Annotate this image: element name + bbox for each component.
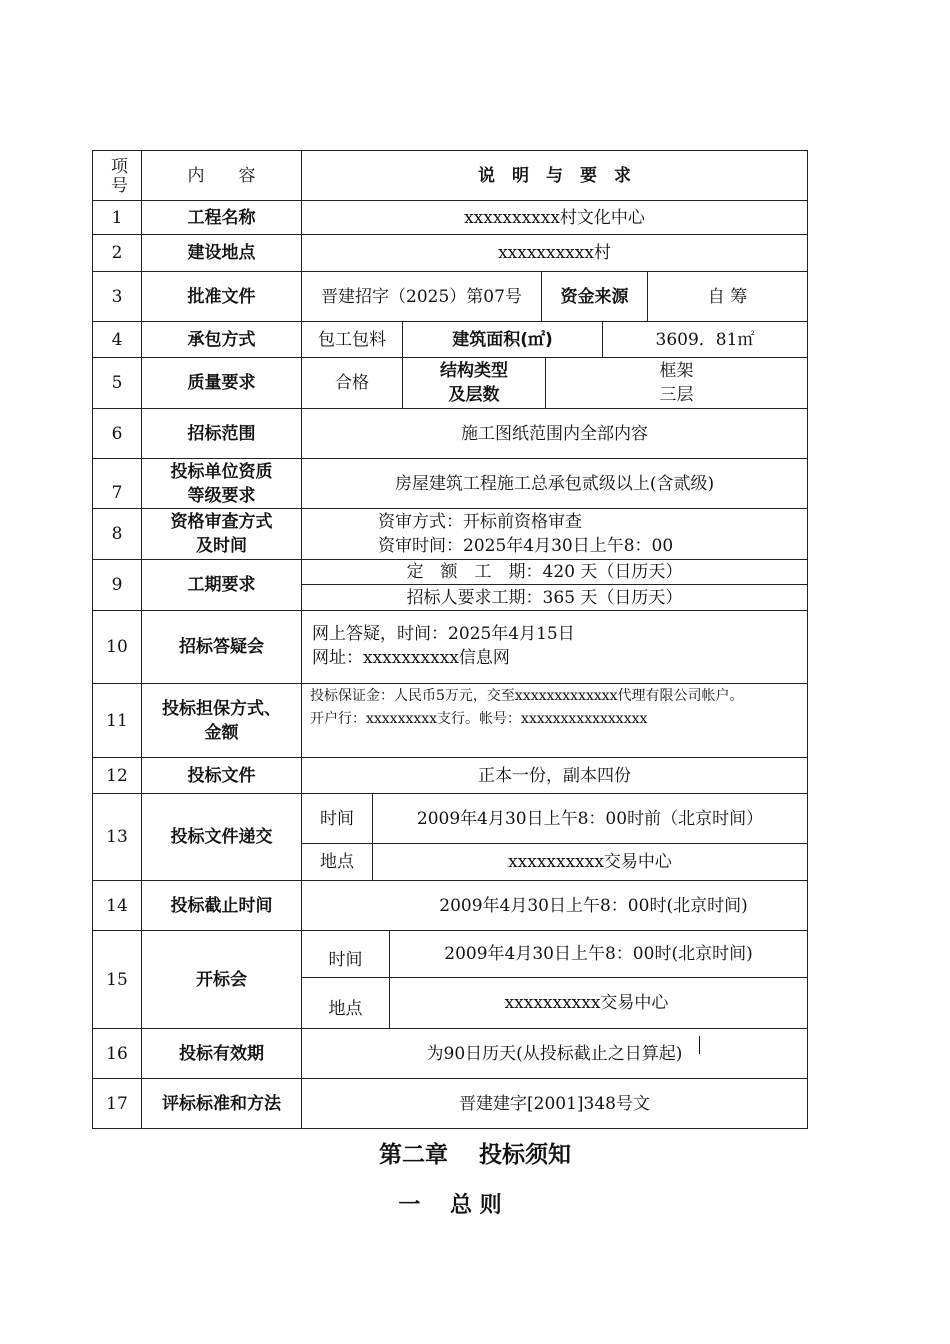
row-13-no: 13 <box>106 827 128 847</box>
row-9-no: 9 <box>111 575 123 595</box>
row-11-no: 11 <box>106 710 128 731</box>
header-item: 内 容 <box>187 165 256 186</box>
row-5-sub-value-line-2: 三层 <box>659 385 694 405</box>
row-2-value: xxxxxxxxxx村 <box>498 243 611 263</box>
row-5-sub-label <box>403 358 545 408</box>
row-10-item: 招标答疑会 <box>179 637 264 657</box>
row-5-sub-label-line-2: 及层数 <box>448 385 500 405</box>
row-5-item: 质量要求 <box>187 373 256 393</box>
row-3-sub-label: 资金来源 <box>560 286 629 307</box>
row-8-no: 8 <box>111 524 123 544</box>
row-8-item-line-1: 资格审查方式 <box>170 512 273 532</box>
row-8-value <box>302 509 807 559</box>
row-4-sub-value: 3609．81㎡ <box>655 329 755 350</box>
row-4-no: 4 <box>111 329 123 350</box>
row-16-item: 投标有效期 <box>179 1043 264 1064</box>
row-1-no: 1 <box>111 207 123 228</box>
row-15-item: 开标会 <box>196 969 247 990</box>
row-11-value-line-2: 开户行：xxxxxxxxx支行。帐号：xxxxxxxxxxxxxxxx <box>310 711 648 727</box>
row-11-value-line-1: 投标保证金：人民币5万元，交至xxxxxxxxxxxxx代理有限公司帐户。 <box>310 688 744 704</box>
row-5-value: 合格 <box>335 373 369 393</box>
row-4-sub-label: 建筑面积(㎡) <box>452 329 553 350</box>
row-15-time-label: 时间 <box>328 950 363 970</box>
row-15-no: 15 <box>106 969 128 990</box>
row-6-no: 6 <box>111 423 123 444</box>
header-no-label: 项号 <box>107 156 127 195</box>
row-10-no: 10 <box>106 637 128 657</box>
header-no <box>93 151 141 200</box>
row-12-item: 投标文件 <box>187 765 256 786</box>
row-13-place-label: 地点 <box>320 852 354 872</box>
row-15-time-value: 2009年4月30日上午8：00时(北京时间) <box>444 944 753 964</box>
row-11-value <box>302 684 807 757</box>
row-11-item-line-1: 投标担保方式、 <box>162 698 281 719</box>
row-5-sub-value-line-1: 框架 <box>659 361 694 381</box>
row-15-place-label: 地点 <box>328 999 363 1019</box>
text-cursor <box>699 1036 700 1054</box>
row-10-value-line-1: 网上答疑，时间：2025年4月15日 <box>312 624 575 644</box>
row-11-item-line-2: 金额 <box>204 722 239 743</box>
row-1-value: xxxxxxxxxx村文化中心 <box>464 207 645 228</box>
row-8-value-line-1: 资审方式：开标前资格审查 <box>378 512 582 532</box>
row-9-value-2: 招标人要求工期：365 天（日历天） <box>406 587 683 608</box>
row-13-time-label: 时间 <box>320 808 354 829</box>
row-5-sub-label-line-1: 结构类型 <box>440 361 508 381</box>
row-7-item-line-1: 投标单位资质 <box>170 461 273 482</box>
row-9-item: 工期要求 <box>187 575 256 595</box>
row-17-no: 17 <box>106 1093 128 1114</box>
row-14-value: 2009年4月30日上午8：00时(北京时间) <box>439 895 748 916</box>
row-3-sub-value: 自 筹 <box>707 286 748 307</box>
row-11-item <box>142 684 301 757</box>
row-17-item: 评标标准和方法 <box>162 1093 281 1114</box>
row-5-no: 5 <box>111 373 123 393</box>
row-6-value: 施工图纸范围内全部内容 <box>461 423 648 444</box>
row-8-item-line-2: 及时间 <box>196 536 247 556</box>
row-8-value-line-2: 资审时间：2025年4月30日上午8：00 <box>378 536 674 556</box>
row-6-item: 招标范围 <box>187 423 256 444</box>
row-17-value: 晋建建字[2001]348号文 <box>459 1093 650 1114</box>
row-3-value: 晋建招字（2025）第07号 <box>321 286 522 307</box>
chapter-heading: 第二章 投标须知 <box>378 1142 571 1168</box>
row-16-value: 为90日历天(从投标截止之日算起) <box>426 1043 683 1064</box>
row-2-item: 建设地点 <box>187 243 256 263</box>
row-13-time-value: 2009年4月30日上午8：00时前（北京时间） <box>416 808 764 829</box>
row-12-value: 正本一份，副本四份 <box>478 765 631 786</box>
row-13-place-value: xxxxxxxxxx交易中心 <box>508 852 672 872</box>
row-13-item: 投标文件递交 <box>170 827 273 847</box>
row-5-sub-value <box>546 358 807 408</box>
row-2-no: 2 <box>111 243 123 263</box>
row-14-item: 投标截止时间 <box>170 895 273 916</box>
row-3-no: 3 <box>111 286 123 307</box>
row-10-value-line-2: 网址：xxxxxxxxxx信息网 <box>312 648 510 668</box>
row-7-item-line-2: 等级要求 <box>187 485 256 506</box>
row-9-value-1: 定 额 工 期：420 天（日历天） <box>406 562 683 582</box>
row-14-no: 14 <box>106 895 128 916</box>
row-10-value <box>302 611 807 683</box>
row-7-item <box>142 459 301 508</box>
row-4-value: 包工包料 <box>318 329 386 350</box>
row-15-place-value: xxxxxxxxxx交易中心 <box>504 993 669 1013</box>
row-4-item: 承包方式 <box>187 329 256 350</box>
row-1-item: 工程名称 <box>187 207 256 228</box>
header-desc: 说 明 与 要 求 <box>478 165 631 186</box>
row-12-no: 12 <box>106 765 128 786</box>
row-8-item <box>142 509 301 559</box>
row-7-no: 7 <box>111 482 123 503</box>
section-heading: 一 总 则 <box>398 1193 502 1218</box>
row-3-item: 批准文件 <box>187 286 256 307</box>
row-16-no: 16 <box>106 1043 128 1064</box>
row-7-value: 房屋建筑工程施工总承包贰级以上(含贰级) <box>394 473 715 494</box>
